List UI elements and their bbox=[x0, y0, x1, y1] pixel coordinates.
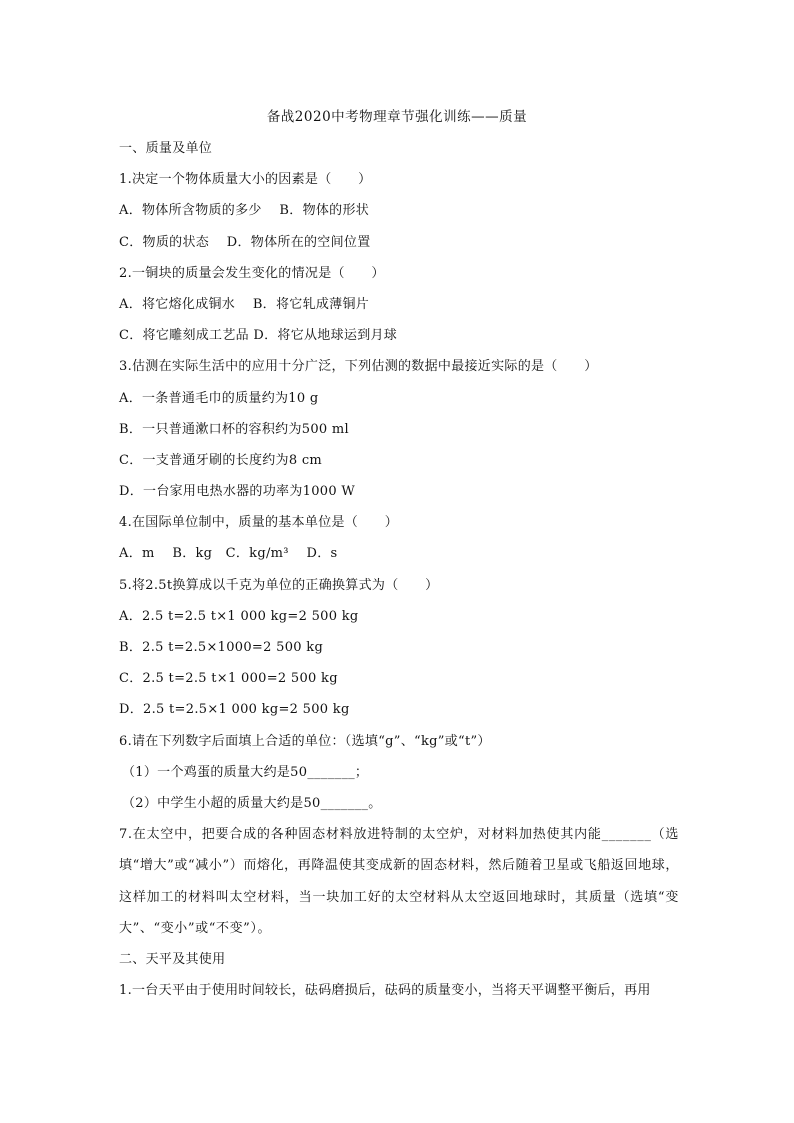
document-body bbox=[119, 133, 679, 1006]
question-6-stem: 6.请在下列数字后面填上合适的单位：（选填“g”、“kg”或“t”） bbox=[119, 733, 491, 749]
question-4-options: A．m B．kg C．kg/m³ D．s bbox=[119, 546, 338, 562]
question-5-option-a: A．2.5 t=2.5 t×1 000 kg=2 500 kg bbox=[119, 608, 359, 624]
question-1-options-cd: C．物质的状态 D．物体所在的空间位置 bbox=[119, 234, 371, 250]
section-2-question-1-stem: 1.一台天平由于使用时间较长，砝码磨损后，砝码的质量变小，当将天平调整平衡后，再用 bbox=[119, 983, 651, 999]
question-2-options-ab: A．将它熔化成铜水 B．将它轧成薄铜片 bbox=[119, 296, 370, 312]
section-heading: 一、质量及单位 bbox=[119, 141, 213, 156]
question-2-stem: 2.一铜块的质量会发生变化的情况是（ ） bbox=[119, 265, 385, 281]
question-2-options-cd: C．将它雕刻成工艺品 D．将它从地球运到月球 bbox=[119, 328, 398, 344]
question-6-part-2: （2）中学生小超的质量大约是50_______。 bbox=[122, 795, 382, 811]
question-5-option-c: C．2.5 t=2.5 t×1 000=2 500 kg bbox=[119, 671, 338, 687]
question-3-option-d: D．一台家用电热水器的功率为1000 W bbox=[119, 484, 356, 500]
question-7-paragraph: 7.在太空中，把要合成的各种固态材料放进特制的太空炉，对材料加热使其内能_______（选填“增大”或“减小”）而熔化，再降温使其变成新的固态材料，然后随着卫星或飞船返回地球，这样加工的材料叫太空材料，当一块加工好的太空材料从太空返回地球时，其质量（选填“变大”、“变小”或“不变”）。 bbox=[119, 827, 679, 936]
question-3-option-c: C．一支普通牙刷的长度约为8 cm bbox=[119, 452, 323, 468]
question-5-stem: 5.将2.5t换算成以千克为单位的正确换算式为（ ） bbox=[119, 577, 439, 593]
question-3-option-b: B．一只普通漱口杯的容积约为500 ml bbox=[119, 421, 349, 437]
question-3-stem: 3.估测在实际生活中的应用十分广泛，下列估测的数据中最接近实际的是（ ） bbox=[119, 359, 598, 375]
document-title: 备战2020中考物理章节强化训练——质量 bbox=[266, 109, 528, 125]
question-3-option-a: A．一条普通毛巾的质量约为10 g bbox=[119, 390, 319, 406]
question-1-stem: 1.决定一个物体质量大小的因素是（ ） bbox=[119, 172, 372, 188]
section-heading: 二、天平及其使用 bbox=[119, 951, 226, 967]
question-5-option-d: D．2.5 t=2.5×1 000 kg=2 500 kg bbox=[119, 702, 350, 718]
question-1-options-ab: A．物体所含物质的多少 B．物体的形状 bbox=[119, 203, 370, 219]
question-4-stem: 4.在国际单位制中，质量的基本单位是（ ） bbox=[119, 515, 399, 531]
question-6-part-1: （1）一个鸡蛋的质量大约是50_______； bbox=[122, 764, 369, 780]
question-5-option-b: B．2.5 t=2.5×1000=2 500 kg bbox=[119, 640, 324, 655]
